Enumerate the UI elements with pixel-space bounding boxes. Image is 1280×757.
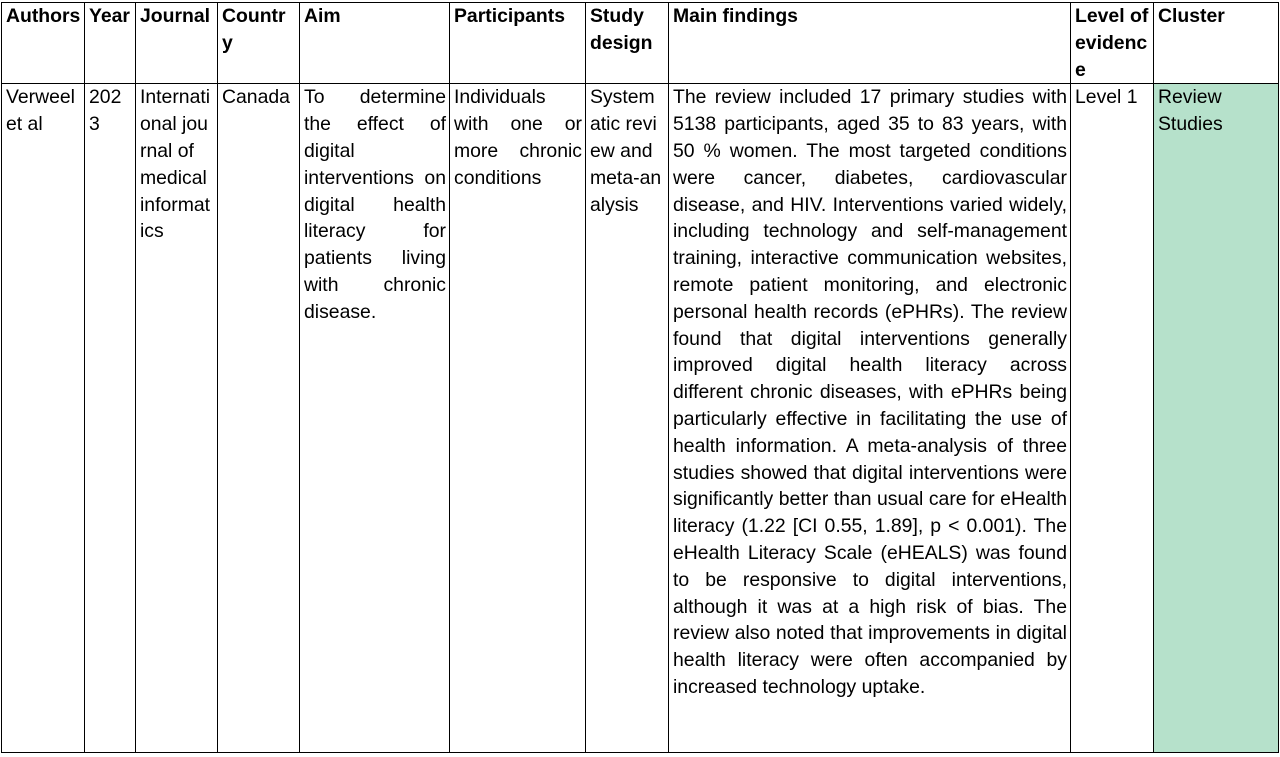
header-journal: Journal	[136, 3, 218, 84]
cell-level-of-evidence: Level 1	[1071, 84, 1154, 753]
header-year: Year	[85, 3, 136, 84]
header-main-findings: Main findings	[669, 3, 1071, 84]
cell-cluster: Review Studies	[1154, 84, 1279, 753]
cell-main-findings: The review included 17 primary studies with 5138 participants, aged 35 to 83 years, with 50 % women. The most targeted conditions were cancer, diabetes, cardiovascular disease, and HIV. Interventions varied widely, including technology and self-management training, interactive communication websites, remote patient monitoring, and electronic personal health records (ePHRs). The review found that digital interventions generally improved digital health literacy across different chronic diseases, with ePHRs being particularly effective in facilitating the use of health information. A meta-analysis of three studies showed that digital interventions were significantly better than usual care for eHealth literacy (1.22 [CI 0.55, 1.89], p < 0.001). The eHealth Literacy Scale (eHEALS) was found to be responsive to digital interventions, although it was at a high risk of bias. The review also noted that improvements in digital health literacy were often accompanied by increased technology uptake.	[669, 84, 1071, 753]
header-aim: Aim	[300, 3, 450, 84]
cell-study-design: Systematic review and meta-analysis	[586, 84, 669, 753]
cell-authors: Verweel et al	[2, 84, 85, 753]
header-row	[2, 3, 1279, 84]
evidence-table	[1, 2, 1279, 753]
header-study-design: Study design	[586, 3, 669, 84]
cell-aim: To determine the effect of digital interventions on digital health literacy for patients living with chronic disease.	[300, 84, 450, 753]
cell-year: 2023	[85, 84, 136, 753]
table-row	[2, 84, 1279, 753]
cell-participants: Individuals with one or more chronic conditions	[450, 84, 586, 753]
header-authors: Authors	[2, 3, 85, 84]
cell-journal: International journal of medical informatics	[136, 84, 218, 753]
header-country: Country	[218, 3, 300, 84]
header-cluster: Cluster	[1154, 3, 1279, 84]
header-participants: Participants	[450, 3, 586, 84]
header-level-of-evidence: Level of evidence	[1071, 3, 1154, 84]
cell-country: Canada	[218, 84, 300, 753]
